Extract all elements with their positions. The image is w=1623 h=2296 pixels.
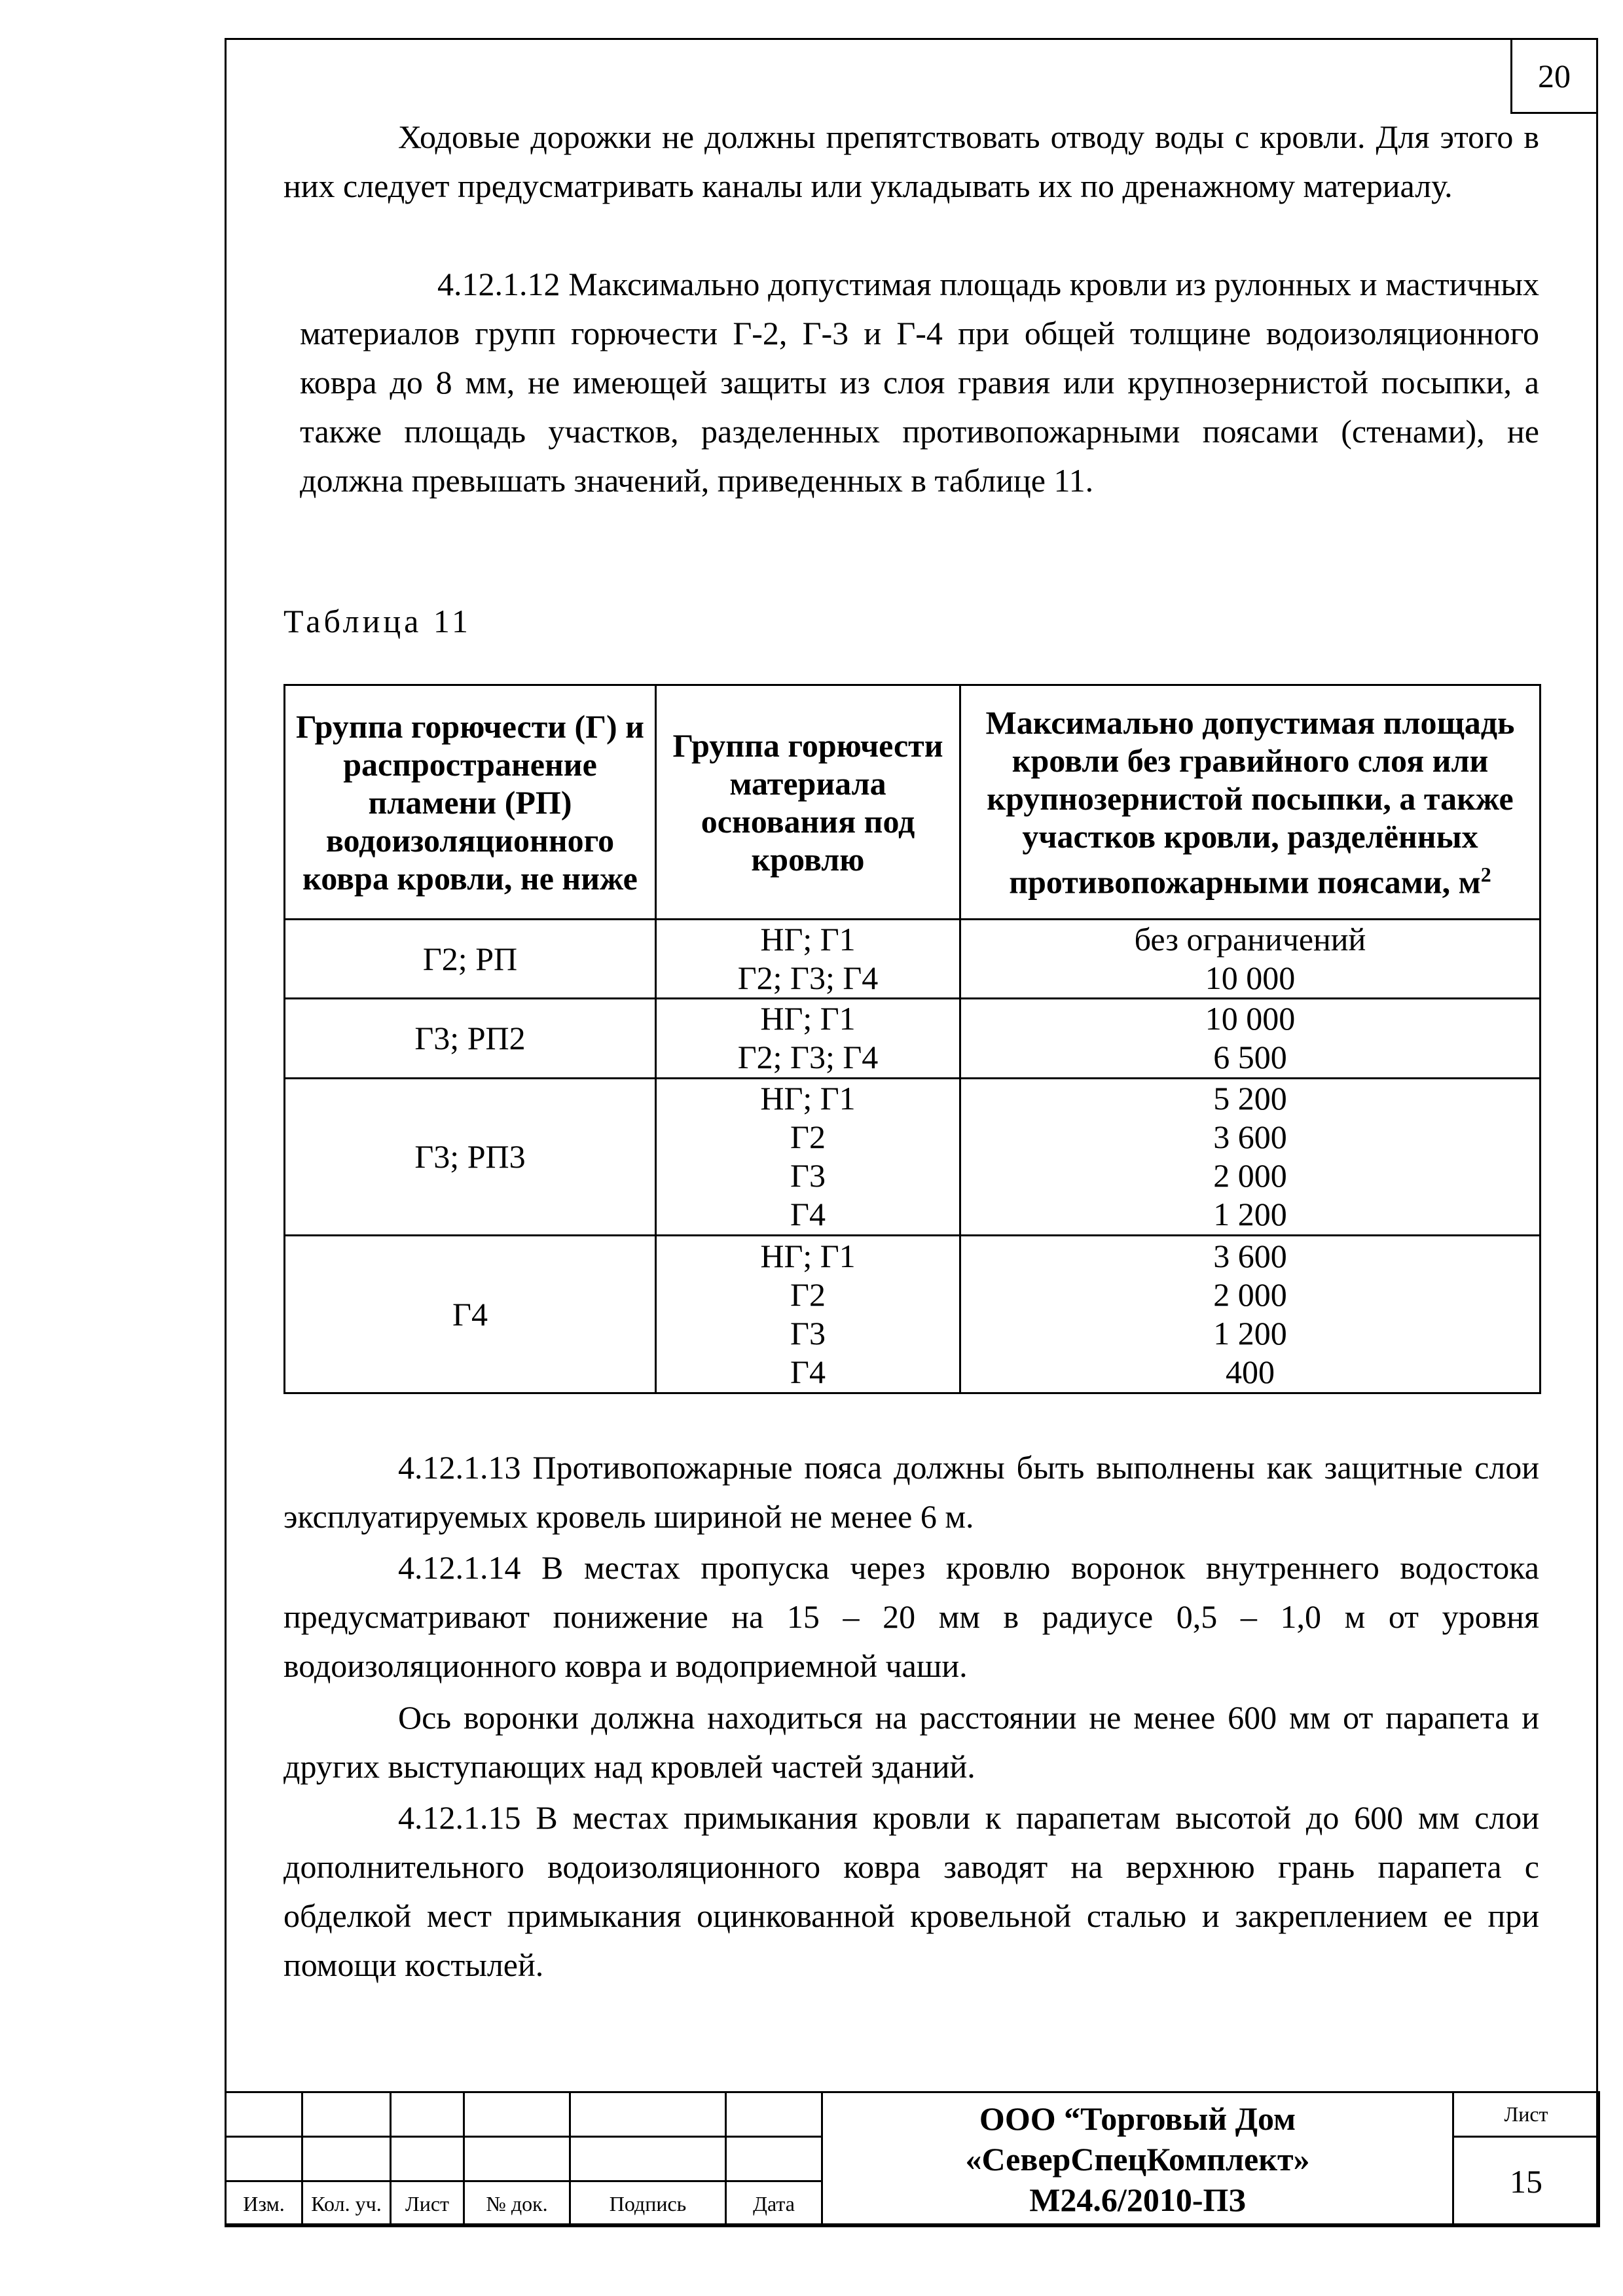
stamp-cell <box>226 2092 302 2137</box>
base-value: Г4 <box>790 1196 826 1233</box>
stamp-sheet-label: Лист <box>1453 2092 1599 2137</box>
stamp-col-doc-number: № док. <box>464 2181 570 2227</box>
stamp-cell <box>302 2137 391 2181</box>
header-base-material-group: Группа горючести материала основания под кровлю <box>656 685 960 920</box>
area-value: 10 000 <box>1205 1000 1296 1037</box>
area-value: 3 600 <box>1213 1119 1287 1156</box>
row-group-cell: Г3; РП2 <box>285 999 656 1078</box>
area-value: 5 200 <box>1213 1080 1287 1117</box>
stamp-cell <box>391 2092 464 2137</box>
area-value: 3 600 <box>1213 1238 1287 1275</box>
org-name-line2: «СеверСпецКомплект» <box>965 2141 1310 2178</box>
row-bases-cell <box>656 1236 960 1393</box>
base-value: Г2 <box>790 1119 826 1156</box>
paragraph-funnel-axis: Ось воронки должна находиться на расстоянии не менее 600 мм от парапета и других выступающих над кровлей частей зданий. <box>283 1699 1539 1785</box>
stamp-cell <box>302 2092 391 2137</box>
page-number: 20 <box>1510 38 1598 114</box>
table-row <box>285 999 1541 1078</box>
base-value: Г2 <box>790 1276 826 1314</box>
paragraph-4-12-1-13: 4.12.1.13 Противопожарные пояса должны быть выполнены как защитные слои эксплуатируемых кровель шириной не менее 6 м. <box>283 1449 1539 1535</box>
row-group-cell: Г4 <box>285 1236 656 1393</box>
paragraph-4-12-1-14: 4.12.1.14 В местах пропуска через кровлю воронок внутреннего водостока предусматривают понижение на 15 – 20 мм в радиусе 0,5 – 1,0 м от уровня водоизоляционного ковра и водоприемной чаши. <box>283 1549 1539 1684</box>
document-code: М24.6/2010-ПЗ <box>1029 2181 1246 2218</box>
stamp-cell <box>570 2092 726 2137</box>
row-bases-cell <box>656 1078 960 1236</box>
row-bases-cell <box>656 999 960 1078</box>
base-value: Г3 <box>790 1315 826 1352</box>
base-value: НГ; Г1 <box>760 921 856 958</box>
table-row <box>285 1236 1541 1393</box>
header-max-area-unit-sup: 2 <box>1480 862 1491 886</box>
area-value: 1 200 <box>1213 1315 1287 1352</box>
stamp-col-change: Изм. <box>226 2181 302 2227</box>
table-11 <box>283 684 1541 1394</box>
stamp-cell <box>464 2092 570 2137</box>
row-areas-cell <box>960 1236 1541 1393</box>
title-block <box>225 2091 1600 2227</box>
table-caption: Таблица 11 <box>283 603 471 639</box>
base-value: Г4 <box>790 1354 826 1391</box>
org-name-line1: ООО “Торговый Дом <box>979 2100 1296 2137</box>
area-value: 1 200 <box>1213 1196 1287 1233</box>
stamp-col-date: Дата <box>726 2181 822 2227</box>
table-header-row <box>285 685 1541 920</box>
area-value: 10 000 <box>1205 960 1296 997</box>
row-group-cell: Г3; РП3 <box>285 1078 656 1236</box>
row-group-cell: Г2; РП <box>285 920 656 999</box>
area-value: 6 500 <box>1213 1039 1287 1076</box>
base-value: Г2; Г3; Г4 <box>737 1039 879 1076</box>
header-max-area <box>960 685 1541 920</box>
stamp-col-quantity: Кол. уч. <box>302 2181 391 2227</box>
stamp-cell <box>226 2137 302 2181</box>
base-value: НГ; Г1 <box>760 1000 856 1037</box>
table-row <box>285 1078 1541 1236</box>
stamp-organization <box>822 2092 1453 2227</box>
area-value: без ограничений <box>1134 921 1366 958</box>
table-row <box>285 920 1541 999</box>
stamp-cell <box>570 2137 726 2181</box>
base-value: НГ; Г1 <box>760 1238 856 1275</box>
paragraph-walkways: Ходовые дорожки не должны препятствовать отводу воды с кровли. Для этого в них следует предусматривать каналы или укладывать их по дренажному материалу. <box>283 118 1539 204</box>
stamp-sheet-number: 15 <box>1453 2137 1599 2227</box>
base-value: Г3 <box>790 1157 826 1194</box>
base-value: НГ; Г1 <box>760 1080 856 1117</box>
stamp-cell <box>464 2137 570 2181</box>
row-areas-cell <box>960 1078 1541 1236</box>
area-value: 400 <box>1226 1354 1275 1391</box>
stamp-col-sheet: Лист <box>391 2181 464 2227</box>
header-max-area-text: Максимально допустимая площадь кровли без гравийного слоя или крупнозернистой посыпки, а также участков кровли, разделённых противопожарными поясами, м <box>985 704 1515 901</box>
paragraph-4-12-1-12: 4.12.1.12 Максимально допустимая площадь кровли из рулонных и мастичных материалов групп горючести Г-2, Г-3 и Г-4 при общей толщине водоизоляционного ковра до 8 мм, не имеющей защиты из слоя гравия или крупнозернистой посыпки, а также площадь участков, разделенных противопожарными поясами (стенами), не должна превышать значений, приведенных в таблице 11. <box>300 266 1539 499</box>
base-value: Г2; Г3; Г4 <box>737 960 879 997</box>
stamp-cell <box>726 2092 822 2137</box>
stamp-cell <box>726 2137 822 2181</box>
area-value: 2 000 <box>1213 1157 1287 1194</box>
stamp-col-signature: Подпись <box>570 2181 726 2227</box>
header-flammability-group: Группа горючести (Г) и распространение пламени (РП) водоизоляционного ковра кровли, не ниже <box>285 685 656 920</box>
area-value: 2 000 <box>1213 1276 1287 1314</box>
row-bases-cell <box>656 920 960 999</box>
row-areas-cell <box>960 999 1541 1078</box>
stamp-cell <box>391 2137 464 2181</box>
paragraph-4-12-1-15: 4.12.1.15 В местах примыкания кровли к парапетам высотой до 600 мм слои дополнительного водоизоляционного ковра заводят на верхнюю грань парапета с обделкой мест примыкания оцинкованной кровельной сталью и закреплением ее при помощи костылей. <box>283 1799 1539 1983</box>
row-areas-cell <box>960 920 1541 999</box>
